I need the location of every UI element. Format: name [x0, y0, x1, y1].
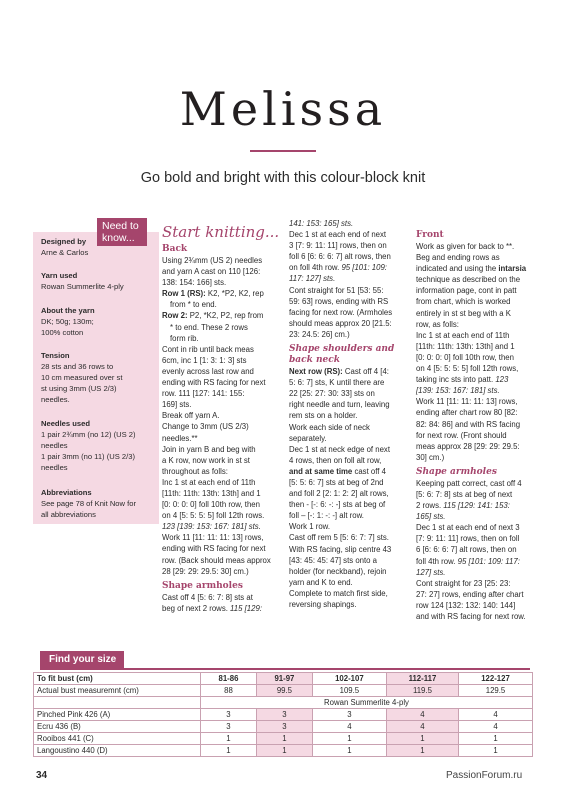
text-line: Join in yarn B and beg with: [162, 444, 256, 454]
table-row: [34, 685, 533, 697]
text-line: [416, 556, 534, 567]
table-cell: 1: [256, 745, 312, 757]
text-line: Dec 1 st at each end of next 3: [416, 523, 520, 533]
text-line: [162, 603, 290, 614]
table-cell: 1: [386, 745, 458, 757]
sidebar-text: See page 78 of Knit Now for: [41, 499, 136, 508]
table-cell: 1: [386, 733, 458, 745]
table-cell: 129.5: [459, 685, 533, 697]
sidebar-heading: Designed by: [41, 237, 87, 246]
text-line: Cast off rem 5 [5: 6: 7: 7] sts.: [289, 533, 389, 543]
table-cell: 99.5: [256, 685, 312, 697]
text-line: right needle and turn, leaving: [289, 400, 390, 410]
sidebar-text: needles: [41, 441, 68, 450]
text-line: Work 11 [11: 11: 11: 13] rows,: [162, 533, 264, 543]
table-cell: 109.5: [312, 685, 386, 697]
table-cell: Ecru 436 (B): [34, 721, 201, 733]
table-row: [34, 745, 533, 757]
sidebar-heading: Yarn used: [41, 271, 78, 280]
text-line: row 124 [132: 132: 140: 144]: [416, 600, 516, 610]
sidebar-text: needles: [41, 463, 68, 472]
text-line: reversing shapings.: [289, 600, 357, 609]
start-knitting-heading: Start knitting...: [162, 223, 280, 241]
designed-by-block: [41, 236, 157, 258]
text-line: [162, 310, 290, 321]
table-cell: 4: [459, 721, 533, 733]
sidebar-text: Arne & Carlos: [41, 248, 89, 257]
page-subtitle: Go bold and bright with this colour-block knit: [140, 170, 426, 186]
text-line: [43: 45: 45: 47] sts onto a: [289, 555, 377, 565]
text-line: 22 [25: 27: 30: 33] sts on: [289, 389, 375, 399]
table-cell: 4: [459, 709, 533, 721]
table-cell: [34, 697, 201, 709]
table-cell: 81-86: [201, 673, 257, 685]
instructions-column-2: [289, 218, 411, 610]
text-line: from chart, which is worked: [416, 297, 511, 307]
sidebar-text: 28 sts and 36 rows to: [41, 362, 114, 371]
text-span: 2 rows.: [416, 501, 444, 511]
text-line: * to end. These 2 rows: [170, 322, 248, 332]
table-cell: 4: [386, 709, 458, 721]
stitch-count: 165] sts.: [416, 512, 446, 522]
text-line: [289, 366, 411, 377]
text-line: yarn and K to end.: [289, 577, 353, 587]
text-line: With RS facing, slip centre 43: [289, 544, 392, 554]
table-cell: 1: [459, 745, 533, 757]
sidebar-text: Rowan Summerlite 4-ply: [41, 282, 124, 291]
text-line: rem sts on a holder.: [289, 411, 358, 421]
text-line: 5: 6: 7] sts, K until there are: [289, 378, 385, 388]
title-divider: [250, 150, 316, 152]
text-line: then - [-: 6: -: -] sts at beg of: [289, 500, 386, 510]
table-cell: 88: [201, 685, 257, 697]
table-cell: 119.5: [386, 685, 458, 697]
table-cell: 1: [459, 733, 533, 745]
text-line: for next row. (Front should: [416, 430, 507, 440]
text-line: 30] cm.): [416, 452, 445, 462]
find-your-size-tab: Find your size: [40, 651, 124, 669]
text-span: cast off 4: [352, 466, 386, 476]
text-span: Cast off 4 [4:: [342, 367, 389, 377]
table-row: [34, 733, 533, 745]
row-label: Next row (RS):: [289, 367, 343, 377]
text-line: [11th: 11th: 13th: 13th] and 1: [416, 341, 515, 351]
text-line: [416, 500, 534, 511]
stitch-count: 123 [139: 153: 167: 181] sts.: [162, 522, 261, 532]
table-cell: 122-127: [459, 673, 533, 685]
table-cell: 1: [312, 733, 386, 745]
stitch-count: 95 [101: 109:: [341, 263, 387, 273]
text-line: 59: 63] rows, ending with RS: [289, 296, 389, 306]
text-line: Change to 3mm (US 2/3): [162, 422, 249, 432]
text-line: 6 [6: 6: 6: 7] alt rows, then on: [416, 545, 517, 555]
text-line: Cont in rib until back meas: [162, 344, 254, 354]
section-heading-front: Front: [416, 230, 444, 240]
text-line: throughout as folls:: [162, 466, 228, 476]
text-line: Dec 1 st at each end of next: [289, 230, 387, 240]
table-row: [34, 709, 533, 721]
sidebar-text: all abbreviations: [41, 510, 96, 519]
text-line: should meas approx 20 [21.5:: [289, 318, 392, 328]
row-label: Row 2:: [162, 311, 188, 321]
table-cell: Rooibos 441 (C): [34, 733, 201, 745]
text-line: needles.**: [162, 433, 198, 443]
sidebar-text: 1 pair 2¾mm (no 12) (US 2): [41, 430, 136, 439]
yarn-name-cell: Rowan Summerlite 4-ply: [201, 697, 533, 709]
text-line: a K row, now work in st st: [162, 455, 250, 465]
text-line: [289, 262, 411, 273]
text-span: K2, *P2, K2, rep: [205, 289, 264, 299]
text-line: 27: 27] rows, ending after chart: [416, 589, 524, 599]
text-span: beg of next 2 rows.: [162, 603, 231, 613]
text-line: Using 2¾mm (US 2) needles: [162, 256, 263, 265]
text-line: Work 11 [11: 11: 11: 13] rows,: [416, 397, 518, 407]
text-line: from * to end.: [170, 300, 217, 310]
table-cell: 1: [201, 745, 257, 757]
text-line: information page, cont in patt: [416, 286, 517, 296]
table-cell: 91-97: [256, 673, 312, 685]
text-line: meas approx 28 [29: 29: 29.5:: [416, 441, 520, 451]
sidebar-text: DK; 50g; 130m;: [41, 317, 94, 326]
text-line: and yarn A cast on 110 [126:: [162, 267, 261, 277]
section-heading-back: Back: [162, 244, 188, 254]
text-line: row, as folls:: [416, 319, 459, 329]
text-line: facing for next row. (Armholes: [289, 307, 393, 317]
text-line: 6cm, inc 1 [1: 3: 1: 3] sts: [162, 355, 247, 365]
text-span: foll 4th row.: [416, 556, 458, 566]
text-line: Inc 1 st at each end of 11th: [416, 330, 510, 340]
sidebar-text: 10 cm measured over st: [41, 373, 123, 382]
text-line: Cast off 4 [5: 6: 7: 8] sts at: [162, 592, 253, 602]
section-heading-armholes: Shape armholes: [162, 580, 243, 591]
text-line: Work as given for back to **.: [416, 242, 515, 251]
table-cell: 1: [256, 733, 312, 745]
text-line: foll – [-: 1: -: -] alt row.: [289, 511, 364, 521]
table-row: [34, 721, 533, 733]
text-line: [162, 288, 290, 299]
table-cell: 1: [312, 745, 386, 757]
row-label: Row 1 (RS):: [162, 289, 206, 299]
table-cell: 3: [256, 709, 312, 721]
text-line: 28 [29: 29: 29.5: 30] cm.): [162, 566, 249, 576]
site-watermark: PassionForum.ru: [446, 770, 523, 781]
find-your-size-rule: [40, 668, 530, 670]
text-line: [416, 374, 534, 385]
section-heading-front-armholes: Shape armholes: [416, 466, 497, 477]
text-line: [5: 6: 7: 8] sts at beg of next: [416, 489, 513, 499]
table-cell: 3: [201, 709, 257, 721]
text-line: Beg and ending rows as: [416, 253, 500, 263]
text-line: [416, 263, 534, 274]
about-yarn-block: [41, 305, 157, 338]
text-line: [0: 0: 0: 0] foll 10th row, then: [162, 500, 260, 510]
section-heading-shoulders: back neck: [289, 355, 340, 366]
sidebar-heading: Tension: [41, 351, 70, 360]
text-span: indicated and using the: [416, 264, 499, 274]
table-cell: Langoustino 440 (D): [34, 745, 201, 757]
abbreviations-block: [41, 487, 157, 520]
text-line: Dec 1 st at neck edge of next: [289, 444, 390, 454]
text-line: Inc 1 st at each end of 11th: [162, 477, 256, 487]
stitch-count: 115 [129: 141: 153:: [443, 501, 510, 511]
text-line: Work 1 row.: [289, 522, 331, 532]
text-line: Complete to match first side,: [289, 588, 388, 598]
text-line: [0: 0: 0: 0] foll 10th row, then: [416, 352, 514, 362]
table-cell: Pinched Pink 426 (A): [34, 709, 201, 721]
table-cell: 3: [201, 721, 257, 733]
sidebar-heading: About the yarn: [41, 306, 95, 315]
table-cell: 3: [312, 709, 386, 721]
sidebar-text: 100% cotton: [41, 328, 84, 337]
sidebar-text: needles.: [41, 395, 70, 404]
text-line: 23: 24.5: 26] cm.): [289, 329, 350, 339]
size-table: [33, 672, 533, 757]
text-line: separately.: [289, 433, 327, 443]
text-line: and foll 2 [2: 1: 2: 2] alt rows,: [289, 489, 389, 499]
stitch-count: 95 [101: 109: 117:: [457, 556, 520, 566]
text-span: P2, *K2, P2, rep from: [187, 311, 264, 321]
instructions-column-3: [416, 230, 534, 622]
text-line: 3 [7: 9: 11: 11] rows, then on: [289, 241, 387, 251]
text-span: taking inc sts into patt.: [416, 375, 496, 385]
instructions-column-1: [162, 224, 290, 614]
text-line: 82: 84: 86] and with RS facing: [416, 419, 521, 429]
text-line: on 4 [5: 5: 5: 5] foll 12th rows,: [416, 364, 519, 374]
table-row: [34, 673, 533, 685]
table-cell: 4: [312, 721, 386, 733]
text-line: on 4 [5: 5: 5: 5] foll 12th rows.: [162, 511, 265, 521]
text-line: ending with RS facing for next: [162, 378, 266, 388]
text-line: holder (for neckband), rejoin: [289, 566, 387, 576]
text-line: [11th: 11th: 13th: 13th] and 1: [162, 488, 261, 498]
page-number: 34: [36, 770, 48, 781]
stitch-count: [139: 153: 167: 181] sts.: [416, 386, 500, 396]
text-line: row. 111 [127: 141: 155:: [162, 389, 245, 399]
stitch-count: 141: 153: 165] sts.: [289, 219, 354, 228]
text-line: Work each side of neck: [289, 422, 370, 432]
tension-block: [41, 350, 157, 405]
text-line: Cont straight for 23 [25: 23:: [416, 578, 511, 588]
need-tab-line: Need to: [102, 220, 139, 232]
sidebar-heading: Needles used: [41, 419, 90, 428]
text-line: foll 6 [6: 6: 6: 7] alt rows, then: [289, 252, 391, 262]
table-row: [34, 697, 533, 709]
text-line: 138: 154: 166] sts.: [162, 278, 227, 288]
sidebar-heading: Abbreviations: [41, 488, 92, 497]
text-line: [7: 9: 11: 11] rows, then on foll: [416, 534, 520, 544]
text-line: ending with RS facing for next: [162, 544, 266, 554]
stitch-count: 127] sts.: [416, 567, 446, 577]
text-line: [289, 466, 411, 477]
sidebar-text: st using 3mm (US 2/3): [41, 384, 117, 393]
page-title: Melissa: [179, 82, 387, 136]
table-cell: 1: [201, 733, 257, 745]
needles-block: [41, 418, 157, 473]
row-label: and at same time: [289, 466, 353, 476]
stitch-count: 123: [495, 375, 509, 385]
intarsia-term: intarsia: [498, 264, 527, 274]
section-heading-shoulders: Shape shoulders and: [289, 344, 395, 355]
text-span: on foll 4th row.: [289, 263, 342, 273]
stitch-count: 117: 127] sts.: [289, 274, 336, 284]
sidebar-text: 1 pair 3mm (no 11) (US 2/3): [41, 452, 135, 461]
text-line: evenly across last row and: [162, 366, 254, 376]
need-tab-line: know...: [102, 232, 135, 244]
text-line: Cont straight for 51 [53: 55:: [289, 285, 384, 295]
text-line: Keeping patt correct, cast off 4: [416, 478, 522, 488]
stitch-count: 115 [129:: [230, 603, 262, 613]
text-line: form rib.: [170, 333, 199, 343]
text-line: Break off yarn A.: [162, 411, 220, 421]
yarn-used-block: [41, 270, 157, 292]
table-cell: Actual bust measuremnt (cm): [34, 685, 201, 697]
text-line: 4 rows, then on foll alt row,: [289, 455, 382, 465]
table-cell: 112-117: [386, 673, 458, 685]
text-line: [5: 5: 6: 7] sts at beg of 2nd: [289, 477, 384, 487]
table-cell: 4: [386, 721, 458, 733]
table-cell: 3: [256, 721, 312, 733]
table-cell: 102-107: [312, 673, 386, 685]
text-line: row. (Back should meas approx: [162, 555, 271, 565]
text-line: ending after chart row 80 [82:: [416, 408, 518, 418]
text-line: and with RS facing for next row.: [416, 612, 526, 621]
text-line: 169] sts.: [162, 400, 192, 410]
text-line: entirely in st st beg with a K: [416, 308, 511, 318]
text-line: technique as described on the: [416, 275, 521, 285]
table-cell: To fit bust (cm): [34, 673, 201, 685]
